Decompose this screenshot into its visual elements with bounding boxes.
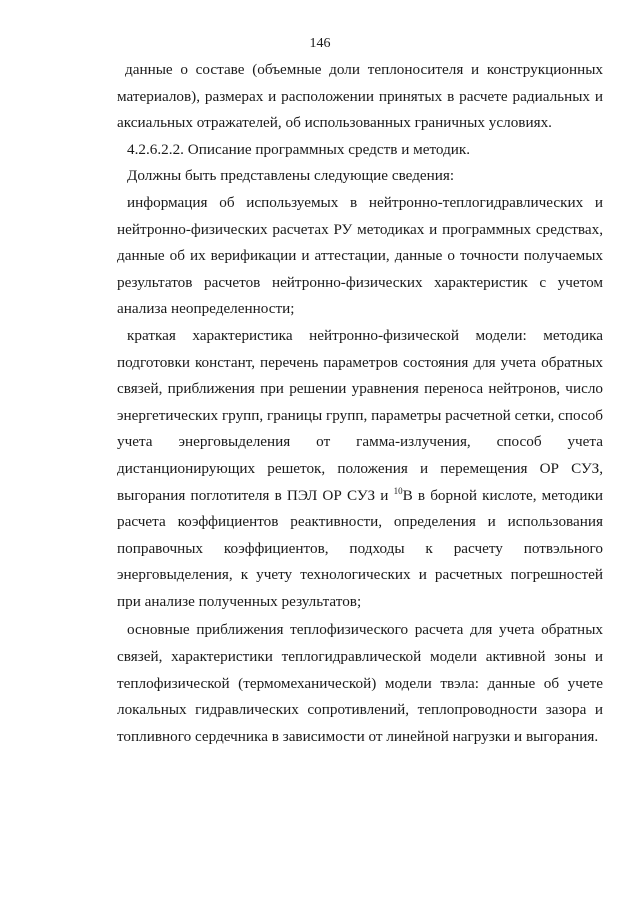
page-number: 146	[309, 36, 331, 51]
neutron-model-text-2: B в борной кислоте, методики расчета коэффициентов реактивности, определения и использования поправочных коэффициентов, подходы к расчету потвэльного энерговыделения, к учету технологических и расчетных погрешностей при анализе полученных результатов;	[117, 486, 603, 610]
section-heading: 4.2.6.2.2. Описание программных средств и методик.	[127, 140, 471, 158]
neutron-model-text-1: краткая характеристика нейтронно-физической модели: методика подготовки констант, перечень параметров состояния для учета обратных связей, приближения при решении уравнения переноса нейтронов, число энергетических групп, границы групп, параметры расчетной сетки, способ учета энерговыделения от гамма-излучения, способ учета дистанционирующих решеток, положения и перемещения ОР СУЗ, выгорания поглотителя в ПЭЛ ОР СУЗ и	[117, 326, 603, 504]
paragraph-thermal-model: основные приближения теплофизического расчета для учета обратных связей, характеристики теплогидравлической модели активной зоны и теплофизической (термомеханической) модели твэла: данные об учете локальных гидравлических сопротивлений, теплопроводности зазора и топливного сердечника в зависимости от линейной нагрузки и выгорания.	[117, 621, 603, 745]
paragraph-reflectors: данные о составе (объемные доли теплоносителя и конструкционных материалов), размерах и расположении принятых в расчете радиальных и аксиальных отражателей, об использованных граничных условиях.	[117, 61, 603, 132]
isotope-superscript: 10	[393, 485, 403, 496]
paragraph-methods-info: информация об используемых в нейтронно-теплогидравлических и нейтронно-физических расчетах РУ методиках и программных средствах, данные об их верификации и аттестации, данные о точности получаемых результатов расчетов нейтронно-физических характеристик с учетом анализа неопределенности;	[117, 193, 603, 318]
paragraph-intro: Должны быть представлены следующие сведения:	[127, 167, 455, 185]
paragraph-neutron-model	[117, 323, 603, 616]
document-body	[117, 57, 603, 750]
